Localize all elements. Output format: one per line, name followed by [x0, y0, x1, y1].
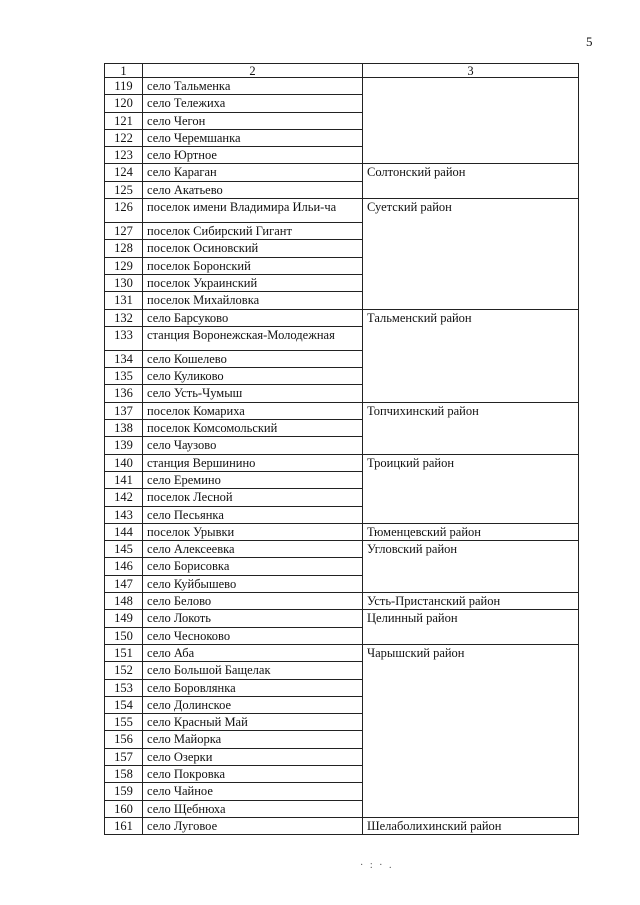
- row-number: 159: [105, 783, 143, 800]
- row-number: 130: [105, 274, 143, 291]
- table-header-row: [105, 64, 579, 78]
- settlement-name: село Озерки: [143, 748, 363, 765]
- row-number: 136: [105, 385, 143, 402]
- settlement-name: село Черемшанка: [143, 129, 363, 146]
- table-row: [105, 610, 579, 627]
- settlement-name: село Луговое: [143, 817, 363, 834]
- settlement-name: село Белово: [143, 593, 363, 610]
- settlement-name: село Аба: [143, 644, 363, 661]
- row-number: 148: [105, 593, 143, 610]
- table-body: [105, 78, 579, 835]
- settlement-name: село Щебнюха: [143, 800, 363, 817]
- row-number: 122: [105, 129, 143, 146]
- settlement-name: село Долинское: [143, 696, 363, 713]
- settlement-name: поселок Боронский: [143, 257, 363, 274]
- table-row: [105, 817, 579, 834]
- settlement-name: поселок Сибирский Гигант: [143, 223, 363, 240]
- settlement-name: село Куликово: [143, 368, 363, 385]
- row-number: 150: [105, 627, 143, 644]
- district-name: Тюменцевский район: [363, 523, 579, 540]
- page-number: 5: [586, 34, 593, 49]
- row-number: 158: [105, 765, 143, 782]
- row-number: 138: [105, 420, 143, 437]
- settlement-name: село Песьянка: [143, 506, 363, 523]
- row-number: 128: [105, 240, 143, 257]
- row-number: 126: [105, 199, 143, 223]
- settlement-name: село Локоть: [143, 610, 363, 627]
- settlements-table: [104, 63, 579, 835]
- row-number: 133: [105, 326, 143, 350]
- row-number: 129: [105, 257, 143, 274]
- row-number: 120: [105, 95, 143, 112]
- settlement-name: поселок Урывки: [143, 523, 363, 540]
- row-number: 125: [105, 181, 143, 198]
- settlement-name: село Еремино: [143, 471, 363, 488]
- settlement-name: поселок Осиновский: [143, 240, 363, 257]
- row-number: 123: [105, 147, 143, 164]
- row-number: 141: [105, 471, 143, 488]
- district-name: Чарышский район: [363, 644, 579, 817]
- settlement-name: поселок Украинский: [143, 274, 363, 291]
- district-name: Суетский район: [363, 199, 579, 309]
- settlement-name: село Чаузово: [143, 437, 363, 454]
- table-row: [105, 402, 579, 419]
- settlement-name: село Борисовка: [143, 558, 363, 575]
- district-name: Топчихинский район: [363, 402, 579, 454]
- settlement-name: село Караган: [143, 164, 363, 181]
- row-number: 134: [105, 350, 143, 367]
- settlement-name: поселок Лесной: [143, 489, 363, 506]
- table-row: [105, 164, 579, 181]
- row-number: 157: [105, 748, 143, 765]
- settlement-name: станция Воронежская-Молодежная: [143, 326, 363, 350]
- settlement-name: село Майорка: [143, 731, 363, 748]
- row-number: 137: [105, 402, 143, 419]
- settlement-name: село Чесноково: [143, 627, 363, 644]
- settlement-name: поселок Комариха: [143, 402, 363, 419]
- district-name: Шелаболихинский район: [363, 817, 579, 834]
- scan-artifact: · : · .: [360, 860, 394, 871]
- row-number: 145: [105, 541, 143, 558]
- row-number: 121: [105, 112, 143, 129]
- settlement-name: село Чайное: [143, 783, 363, 800]
- settlement-name: село Красный Май: [143, 714, 363, 731]
- district-name: Угловский район: [363, 541, 579, 593]
- table-row: [105, 644, 579, 661]
- settlement-name: поселок Комсомольский: [143, 420, 363, 437]
- row-number: 155: [105, 714, 143, 731]
- settlement-name: село Покровка: [143, 765, 363, 782]
- row-number: 127: [105, 223, 143, 240]
- column-header-district: 3: [363, 64, 579, 78]
- row-number: 135: [105, 368, 143, 385]
- column-header-number: 1: [105, 64, 143, 78]
- row-number: 152: [105, 662, 143, 679]
- row-number: 151: [105, 644, 143, 661]
- settlement-name: село Большой Бащелак: [143, 662, 363, 679]
- column-header-settlement: 2: [143, 64, 363, 78]
- row-number: 124: [105, 164, 143, 181]
- row-number: 140: [105, 454, 143, 471]
- settlement-name: село Алексеевка: [143, 541, 363, 558]
- row-number: 139: [105, 437, 143, 454]
- table-row: [105, 593, 579, 610]
- settlement-name: село Тальменка: [143, 78, 363, 95]
- settlement-name: село Акатьево: [143, 181, 363, 198]
- row-number: 119: [105, 78, 143, 95]
- settlement-name: село Усть-Чумыш: [143, 385, 363, 402]
- table-row: [105, 523, 579, 540]
- settlement-name: село Тележиха: [143, 95, 363, 112]
- settlement-name: село Боровлянка: [143, 679, 363, 696]
- row-number: 161: [105, 817, 143, 834]
- table-row: [105, 454, 579, 471]
- settlement-name: станция Вершинино: [143, 454, 363, 471]
- settlement-name: село Кошелево: [143, 350, 363, 367]
- settlement-name: село Куйбышево: [143, 575, 363, 592]
- district-name: Солтонский район: [363, 164, 579, 199]
- table-row: [105, 199, 579, 223]
- row-number: 154: [105, 696, 143, 713]
- district-name: Троицкий район: [363, 454, 579, 523]
- district-name: [363, 78, 579, 164]
- settlement-name: поселок имени Владимира Ильи-ча: [143, 199, 363, 223]
- settlement-name: село Барсуково: [143, 309, 363, 326]
- table-row: [105, 309, 579, 326]
- row-number: 143: [105, 506, 143, 523]
- settlement-name: поселок Михайловка: [143, 292, 363, 309]
- row-number: 156: [105, 731, 143, 748]
- district-name: Усть-Пристанский район: [363, 593, 579, 610]
- settlement-name: село Чегон: [143, 112, 363, 129]
- row-number: 142: [105, 489, 143, 506]
- row-number: 144: [105, 523, 143, 540]
- district-name: Тальменский район: [363, 309, 579, 402]
- table-row: [105, 78, 579, 95]
- district-name: Целинный район: [363, 610, 579, 645]
- row-number: 153: [105, 679, 143, 696]
- settlement-name: село Юртное: [143, 147, 363, 164]
- row-number: 149: [105, 610, 143, 627]
- row-number: 132: [105, 309, 143, 326]
- row-number: 147: [105, 575, 143, 592]
- row-number: 131: [105, 292, 143, 309]
- table-row: [105, 541, 579, 558]
- row-number: 146: [105, 558, 143, 575]
- row-number: 160: [105, 800, 143, 817]
